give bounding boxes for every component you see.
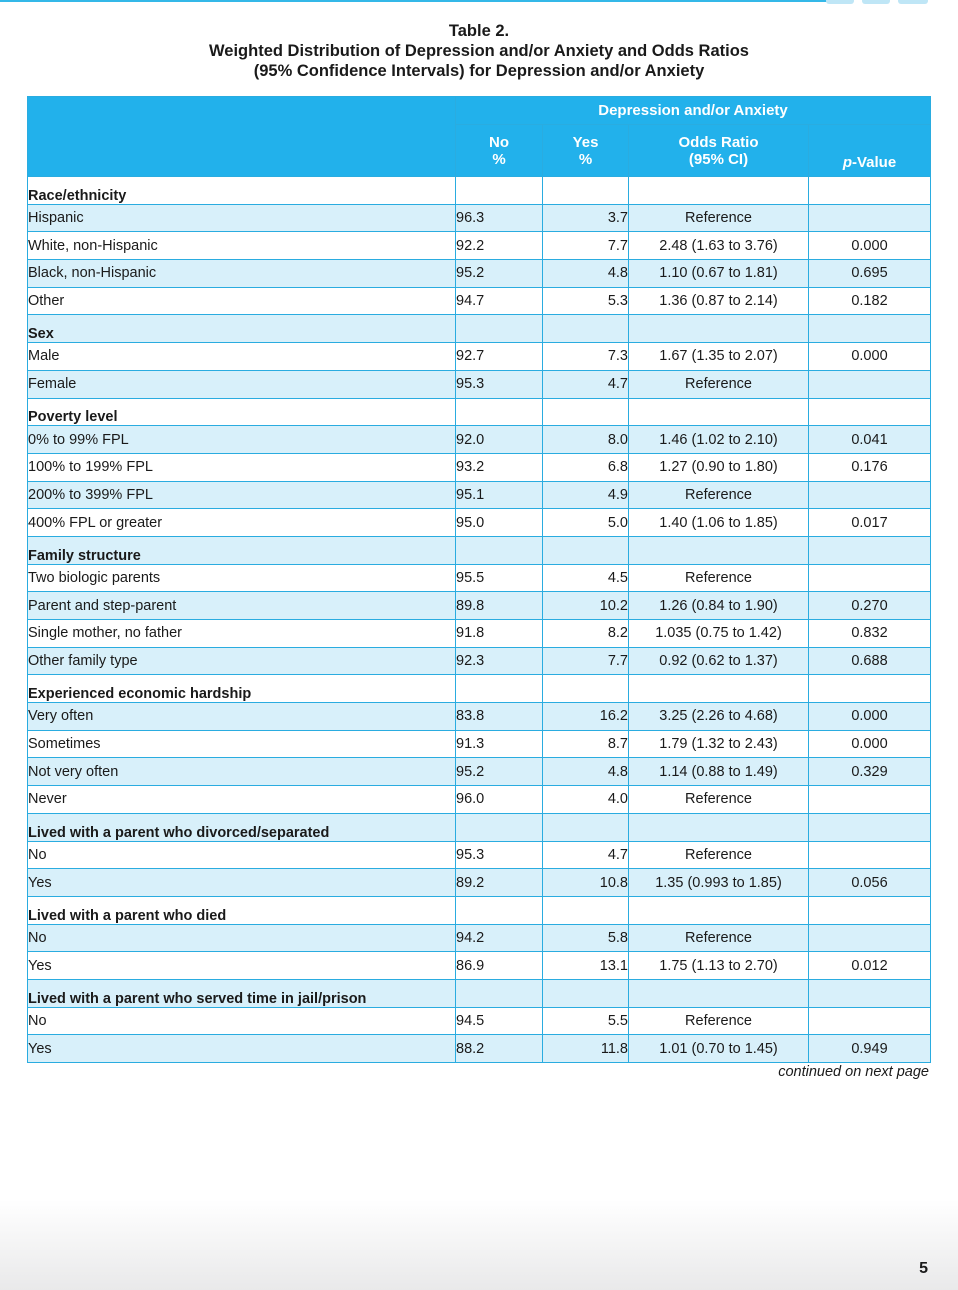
cell-p-value: 0.000 [809,703,931,731]
table-row [28,758,931,786]
cell-no: 94.5 [456,1007,543,1035]
cell-p-value [809,370,931,398]
cell-no: 94.2 [456,924,543,952]
cell-no [456,896,543,924]
category-row [28,536,931,564]
col-header-odds-ratio [629,125,809,177]
cell-yes: 4.5 [543,564,629,592]
col-header-yes-unit: % [578,150,593,168]
table-row [28,343,931,371]
cell-no: 91.3 [456,730,543,758]
cell-odds-ratio [629,536,809,564]
table-row [28,1007,931,1035]
cell-yes: 7.3 [543,343,629,371]
cell-no: 92.3 [456,647,543,675]
row-label: Hispanic [28,204,456,232]
cell-odds-ratio: 1.14 (0.88 to 1.49) [629,758,809,786]
col-header-yes-label: Yes [572,133,599,151]
cell-yes: 5.3 [543,287,629,315]
cell-yes: 16.2 [543,703,629,731]
cell-odds-ratio: 1.79 (1.32 to 2.43) [629,730,809,758]
table-row [28,564,931,592]
cell-odds-ratio [629,177,809,205]
cell-p-value [809,177,931,205]
cell-no [456,536,543,564]
cell-p-value [809,924,931,952]
cell-no: 95.3 [456,370,543,398]
cell-odds-ratio: Reference [629,924,809,952]
cell-odds-ratio: 1.27 (0.90 to 1.80) [629,453,809,481]
cell-yes [543,536,629,564]
cell-yes: 4.8 [543,260,629,288]
row-label: Very often [28,703,456,731]
table-row [28,509,931,537]
cell-odds-ratio: Reference [629,370,809,398]
cell-yes [543,177,629,205]
cell-p-value: 0.695 [809,260,931,288]
row-label: Two biologic parents [28,564,456,592]
cell-odds-ratio [629,315,809,343]
row-label: No [28,841,456,869]
publisher-logo-icon [826,0,928,4]
row-label: Other [28,287,456,315]
row-label: White, non-Hispanic [28,232,456,260]
cell-no: 95.5 [456,564,543,592]
cell-odds-ratio: 3.25 (2.26 to 4.68) [629,703,809,731]
cell-p-value: 0.017 [809,509,931,537]
cell-odds-ratio: Reference [629,1007,809,1035]
cell-p-value: 0.056 [809,869,931,897]
category-row [28,675,931,703]
table-row [28,481,931,509]
table-row [28,647,931,675]
cell-odds-ratio: Reference [629,564,809,592]
cell-odds-ratio: 1.35 (0.993 to 1.85) [629,869,809,897]
cell-p-value [809,896,931,924]
category-label: Lived with a parent who died [28,896,456,924]
cell-odds-ratio: 1.36 (0.87 to 2.14) [629,287,809,315]
cell-yes: 4.9 [543,481,629,509]
cell-no: 95.0 [456,509,543,537]
col-header-p-value [809,125,931,177]
cell-odds-ratio: 1.10 (0.67 to 1.81) [629,260,809,288]
cell-yes: 5.0 [543,509,629,537]
cell-no [456,675,543,703]
col-header-yes [543,125,629,177]
cell-p-value: 0.176 [809,453,931,481]
cell-yes: 8.7 [543,730,629,758]
p-value-rest: -Value [851,154,897,171]
cell-p-value: 0.949 [809,1035,931,1063]
cell-no: 96.0 [456,786,543,814]
row-label: Female [28,370,456,398]
cell-p-value: 0.270 [809,592,931,620]
cell-no: 93.2 [456,453,543,481]
row-label: Other family type [28,647,456,675]
cell-yes [543,315,629,343]
cell-odds-ratio [629,398,809,426]
category-row [28,979,931,1007]
cell-no [456,315,543,343]
table-number: Table 2. [448,22,510,40]
cell-p-value: 0.041 [809,426,931,454]
col-header-no [456,125,543,177]
table-row [28,841,931,869]
cell-odds-ratio: 1.46 (1.02 to 2.10) [629,426,809,454]
top-rule [0,0,830,2]
cell-yes: 5.8 [543,924,629,952]
cell-yes: 10.2 [543,592,629,620]
row-label: Not very often [28,758,456,786]
cell-yes: 4.7 [543,370,629,398]
p-value-italic: p [842,154,852,171]
cell-no: 91.8 [456,620,543,648]
group-header: Depression and/or Anxiety [456,97,931,125]
cell-p-value: 0.012 [809,952,931,980]
table-title-line-1: Weighted Distribution of Depression and/or Anxiety and Odds Ratios [209,42,749,60]
cell-odds-ratio [629,896,809,924]
cell-p-value: 0.000 [809,730,931,758]
cell-odds-ratio: Reference [629,481,809,509]
table-row [28,453,931,481]
cell-p-value [809,841,931,869]
category-label: Sex [28,315,456,343]
category-row [28,813,931,841]
cell-odds-ratio: 1.01 (0.70 to 1.45) [629,1035,809,1063]
cell-yes: 6.8 [543,453,629,481]
row-label-header [28,97,456,177]
cell-odds-ratio: 2.48 (1.63 to 3.76) [629,232,809,260]
table-body [28,177,931,1063]
row-label: Yes [28,869,456,897]
row-label: 0% to 99% FPL [28,426,456,454]
cell-yes [543,813,629,841]
category-row [28,896,931,924]
cell-no: 92.2 [456,232,543,260]
cell-no: 92.0 [456,426,543,454]
table-row [28,703,931,731]
cell-p-value: 0.182 [809,287,931,315]
cell-no: 95.1 [456,481,543,509]
col-header-no-unit: % [492,150,506,168]
cell-yes: 4.0 [543,786,629,814]
cell-odds-ratio: Reference [629,204,809,232]
table-row [28,869,931,897]
table-title-line-2: (95% Confidence Intervals) for Depression and/or Anxiety [253,62,705,80]
cell-odds-ratio: 1.75 (1.13 to 2.70) [629,952,809,980]
row-label: Yes [28,952,456,980]
cell-no [456,177,543,205]
cell-odds-ratio [629,675,809,703]
cell-p-value [809,813,931,841]
cell-p-value [809,564,931,592]
row-label: Sometimes [28,730,456,758]
data-table [27,96,931,1063]
cell-no [456,398,543,426]
cell-yes: 4.8 [543,758,629,786]
cell-p-value: 0.000 [809,232,931,260]
cell-no: 86.9 [456,952,543,980]
cell-no: 83.8 [456,703,543,731]
cell-p-value [809,675,931,703]
row-label: Parent and step-parent [28,592,456,620]
category-row [28,177,931,205]
table-row [28,204,931,232]
category-label: Lived with a parent who divorced/separated [28,813,456,841]
cell-no [456,813,543,841]
cell-odds-ratio [629,813,809,841]
cell-odds-ratio: 1.035 (0.75 to 1.42) [629,620,809,648]
cell-yes: 8.0 [543,426,629,454]
cell-odds-ratio: Reference [629,786,809,814]
table-row [28,952,931,980]
cell-p-value: 0.688 [809,647,931,675]
category-row [28,398,931,426]
cell-no: 88.2 [456,1035,543,1063]
cell-no: 95.3 [456,841,543,869]
cell-no: 96.3 [456,204,543,232]
table-row [28,232,931,260]
row-label: Male [28,343,456,371]
cell-p-value [809,398,931,426]
col-header-odds-ratio-unit: (95% CI) [688,150,749,168]
cell-yes: 11.8 [543,1035,629,1063]
table-row [28,287,931,315]
table-row [28,620,931,648]
cell-p-value [809,204,931,232]
cell-odds-ratio: 1.26 (0.84 to 1.90) [629,592,809,620]
cell-yes: 7.7 [543,232,629,260]
cell-odds-ratio: 0.92 (0.62 to 1.37) [629,647,809,675]
row-label: Black, non-Hispanic [28,260,456,288]
cell-yes [543,675,629,703]
row-label: 100% to 199% FPL [28,453,456,481]
cell-p-value [809,1007,931,1035]
row-label: Yes [28,1035,456,1063]
cell-odds-ratio: 1.40 (1.06 to 1.85) [629,509,809,537]
cell-p-value [809,979,931,1007]
cell-odds-ratio: Reference [629,841,809,869]
category-label: Lived with a parent who served time in jail/prison [28,979,456,1007]
category-label: Poverty level [28,398,456,426]
cell-yes: 13.1 [543,952,629,980]
page-number: 5 [919,1260,928,1277]
cell-no [456,979,543,1007]
category-label: Race/ethnicity [28,177,456,205]
cell-yes [543,979,629,1007]
cell-yes: 7.7 [543,647,629,675]
cell-no: 89.8 [456,592,543,620]
cell-p-value: 0.832 [809,620,931,648]
table-row [28,924,931,952]
col-header-no-label: No [489,133,509,151]
cell-p-value [809,786,931,814]
table-row [28,1035,931,1063]
category-label: Family structure [28,536,456,564]
table-row [28,370,931,398]
cell-yes: 8.2 [543,620,629,648]
cell-p-value [809,481,931,509]
cell-yes: 5.5 [543,1007,629,1035]
row-label: 200% to 399% FPL [28,481,456,509]
cell-yes: 4.7 [543,841,629,869]
row-label: Never [28,786,456,814]
cell-no: 94.7 [456,287,543,315]
cell-odds-ratio [629,979,809,1007]
cell-no: 95.2 [456,260,543,288]
table-title [0,21,958,81]
row-label: 400% FPL or greater [28,509,456,537]
table-row [28,730,931,758]
table-row [28,426,931,454]
category-row [28,315,931,343]
col-header-odds-ratio-label: Odds Ratio [678,133,759,151]
category-label: Experienced economic hardship [28,675,456,703]
cell-yes: 3.7 [543,204,629,232]
table-row [28,260,931,288]
table-row [28,592,931,620]
cell-no: 95.2 [456,758,543,786]
cell-p-value [809,536,931,564]
cell-yes: 10.8 [543,869,629,897]
cell-odds-ratio: 1.67 (1.35 to 2.07) [629,343,809,371]
row-label: No [28,924,456,952]
continued-note: continued on next page [778,1064,929,1080]
cell-yes [543,896,629,924]
cell-p-value [809,315,931,343]
cell-yes [543,398,629,426]
cell-p-value: 0.000 [809,343,931,371]
row-label: Single mother, no father [28,620,456,648]
row-label: No [28,1007,456,1035]
cell-no: 89.2 [456,869,543,897]
cell-no: 92.7 [456,343,543,371]
table-row [28,786,931,814]
cell-p-value: 0.329 [809,758,931,786]
